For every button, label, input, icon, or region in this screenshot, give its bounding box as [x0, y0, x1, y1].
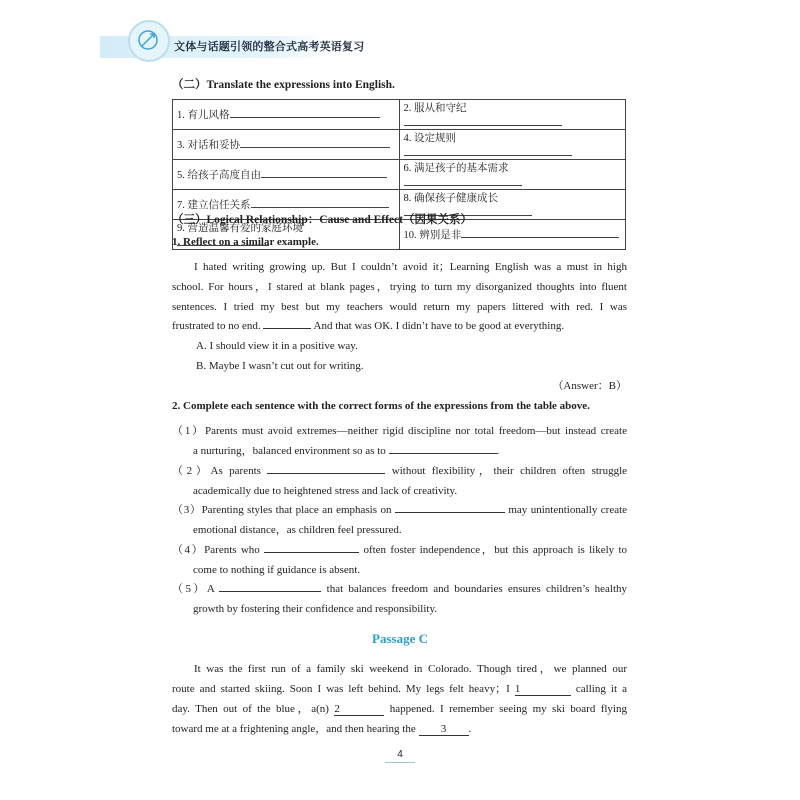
page-number-underline	[385, 762, 415, 763]
sentence-3-line2: emotional distance，as children feel pressured.	[193, 524, 402, 536]
expressions-table	[172, 99, 626, 250]
answer-blank[interactable]	[219, 591, 321, 592]
sentence-5-line1: （5）A that balances freedom and boundaries ensures children’s healthy	[172, 583, 628, 595]
answer-blank[interactable]	[395, 512, 505, 513]
passage-line: toward me at a frightening angle，and then hearing the 3 .	[172, 723, 472, 735]
passage-line: It was the first run of a family ski weekend in Colorado. Though tired，we planned our	[194, 663, 627, 675]
passage-line: day. Then out of the blue，a(n) 2 happened. I remember seeing my ski board flying	[172, 703, 627, 715]
sentence-1-line1: （1）Parents must avoid extremes—neither rigid discipline nor total freedom—but instead create	[172, 425, 627, 437]
header-title: 文体与话题引领的整合式高考英语复习	[174, 40, 365, 53]
numbered-blank-2[interactable]: 2	[334, 703, 384, 716]
sentence-4-line2: come to nothing if guidance is absent.	[193, 564, 361, 576]
q1-title: 1. Reflect on a similar example.	[172, 236, 319, 248]
answer-blank[interactable]	[267, 473, 385, 474]
table-cell: 7. 建立信任关系	[173, 190, 400, 220]
table-cell: 10. 辨别是非	[399, 220, 626, 250]
q1-line: I hated writing growing up. But I couldn’t avoid it；Learning English was a must in high	[194, 261, 627, 273]
section2-title: （二）Translate the expressions into English.	[172, 79, 395, 91]
sentence-4-line1: （4）Parents who often foster independence，but this approach is likely to	[172, 544, 628, 556]
page-number: 4	[397, 749, 403, 760]
answer-blank[interactable]	[263, 328, 311, 329]
table-cell: 2. 服从和守纪	[399, 100, 626, 130]
numbered-blank-3[interactable]: 3	[419, 723, 469, 736]
table-cell: 6. 满足孩子的基本需求	[399, 160, 626, 190]
table-cell: 5. 给孩子高度自由	[173, 160, 400, 190]
q1-line: school. For hours，I stared at blank pages，trying to turn my disorganized thoughts into fluent	[172, 281, 627, 293]
answer-blank[interactable]	[264, 552, 359, 553]
table-cell: 8. 确保孩子健康成长	[399, 190, 626, 220]
table-cell: 4. 设定规则	[399, 130, 626, 160]
answer-key: （Answer：B）	[552, 380, 627, 392]
passage-line: route and started skiing. Soon I was left behind. My legs felt heavy；I 1 calling it a	[172, 683, 628, 695]
compass-icon	[136, 28, 160, 52]
sentence-1-line2: a nurturing，balanced environment so as to .	[193, 445, 500, 457]
sentence-2-line2: academically due to heightened stress and lack of creativity.	[193, 485, 458, 497]
sentence-5-line2: growth by fostering their confidence and responsibility.	[193, 603, 437, 615]
table-cell: 3. 对话和妥协	[173, 130, 400, 160]
passage-title: Passage C	[372, 631, 428, 646]
answer-blank[interactable]	[389, 453, 497, 454]
option-a: A. I should view it in a positive way.	[196, 340, 358, 352]
table-cell: 1. 育儿风格	[173, 100, 400, 130]
q1-line: sentences. I tried my best but my teachers would return my papers littered with red. I was	[172, 301, 627, 313]
sentence-2-line1: （2）As parents without flexibility，their children often struggle	[172, 465, 628, 477]
table-cell: 9. 营造温馨有爱的家庭环境	[173, 220, 400, 250]
option-b: B. Maybe I wasn’t cut out for writing.	[196, 360, 364, 372]
sentence-3-line1: （3）Parenting styles that place an emphasis on may unintentionally create	[172, 504, 628, 516]
numbered-blank-1[interactable]: 1	[515, 683, 571, 696]
q1-line: frustrated to no end. And that was OK. I didn’t have to be good at everything.	[172, 320, 565, 332]
q2-title: 2. Complete each sentence with the correct forms of the expressions from the table above.	[172, 400, 590, 412]
section3-title: （三）Logical Relationship：Cause and Effect（因果关系）	[172, 214, 472, 226]
